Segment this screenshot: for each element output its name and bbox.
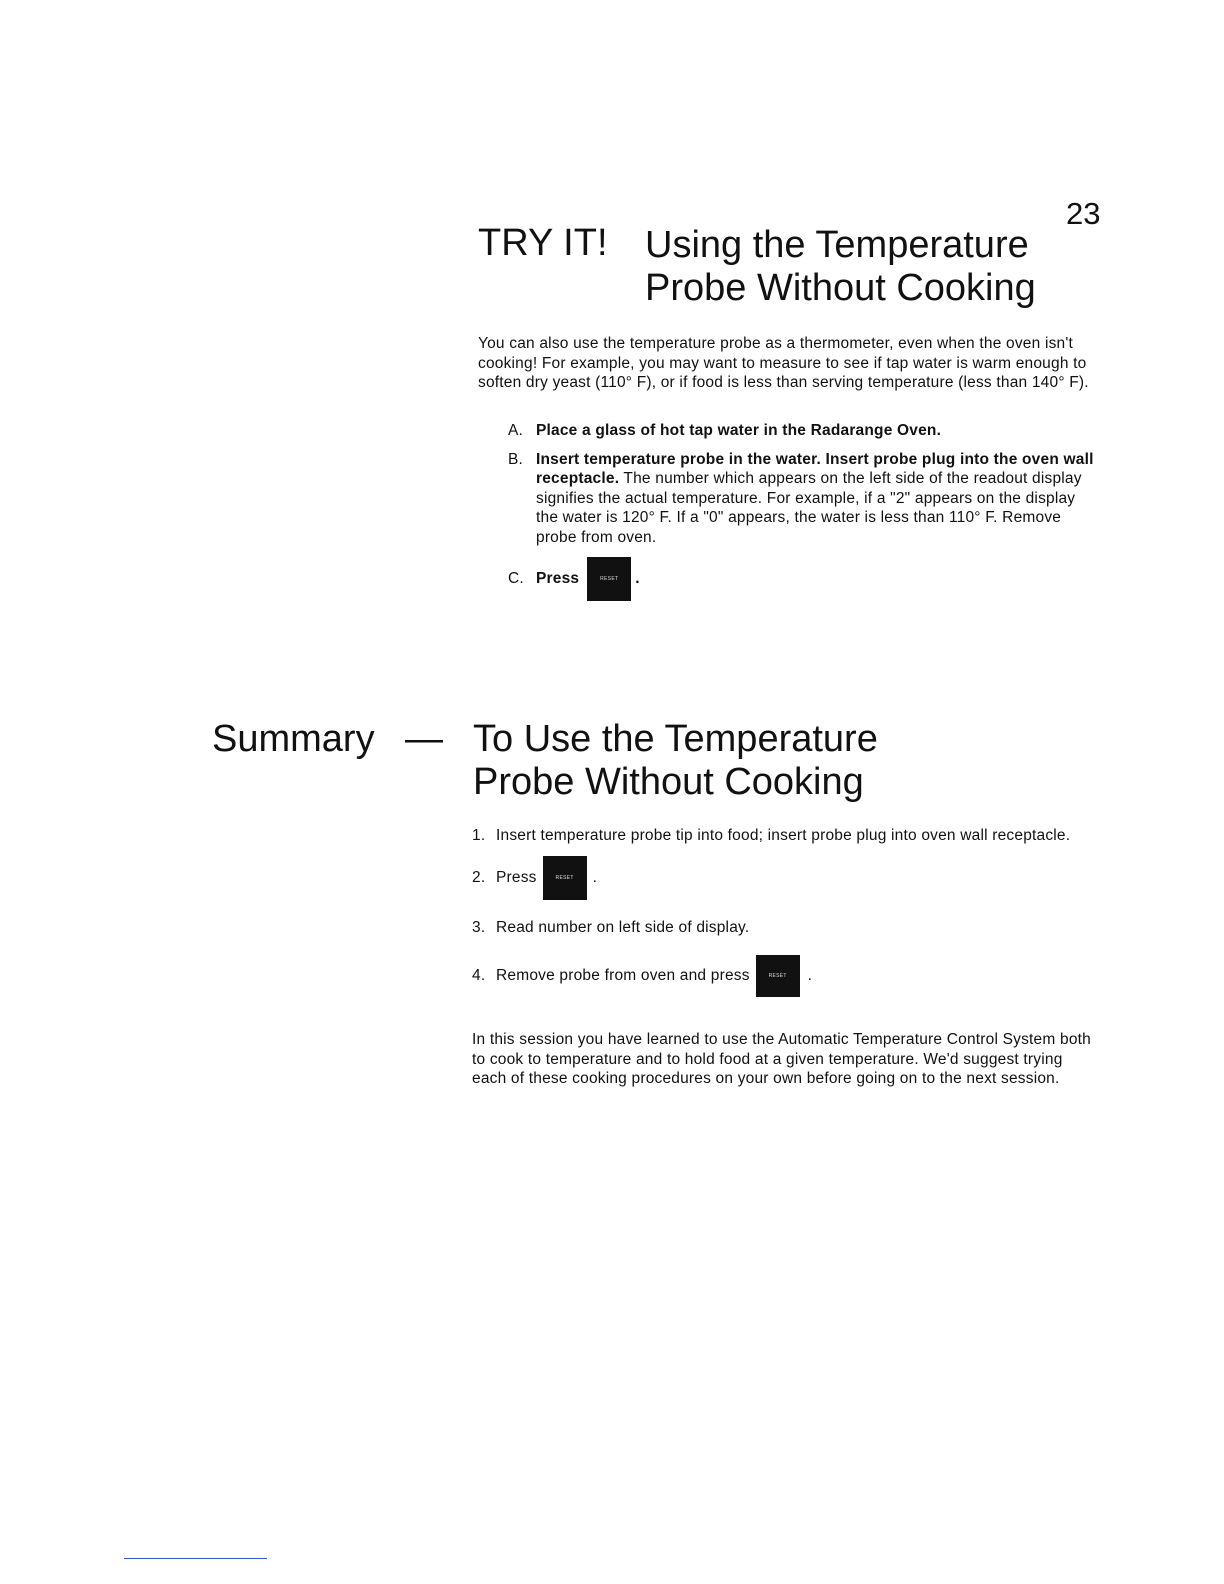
step-text: The number which appears on the left side of the readout display signifies the actual temperature. For example, if a "2" appears on the display the water is 120° F. If a "0" appears, the water is less than 110° F. Remove probe from oven. <box>536 470 1082 546</box>
step-text: Press <box>496 868 537 886</box>
step-text: Remove probe from oven and press <box>496 967 750 985</box>
step-letter: A. <box>508 422 524 439</box>
page-number: 23 <box>1066 196 1101 231</box>
section-title-probe-without-cooking <box>645 224 1036 310</box>
intro-paragraph: You can also use the temperature probe as a thermometer, even when the oven isn't cooking! For example, you may want to measure to see if tap water is warm enough to soften dry yeast (110° F), or if food is less than serving temperature (less than 140° F). <box>478 335 1089 391</box>
step-letter: B. <box>508 450 524 468</box>
reset-key-icon: RESET <box>756 955 800 997</box>
step-text: Read number on left side of display. <box>496 918 750 936</box>
summary-step-4 <box>472 955 1102 997</box>
step-number: 3. <box>472 918 486 936</box>
section-title-summary <box>473 718 878 804</box>
title-line-1: To Use the Temperature <box>473 718 878 760</box>
reset-key-icon: RESET <box>587 557 631 601</box>
step-b <box>508 450 1100 548</box>
summary-steps <box>472 826 1102 997</box>
summary-label: Summary <box>212 718 375 760</box>
summary-step-3 <box>472 918 1102 938</box>
title-line-2: Probe Without Cooking <box>645 267 1036 309</box>
step-suffix: . <box>592 868 598 886</box>
reset-key-icon: RESET <box>543 856 587 900</box>
summary-step-1 <box>472 826 1102 846</box>
step-number: 1. <box>472 827 486 844</box>
step-number: 2. <box>472 868 486 886</box>
try-it-steps <box>508 421 1100 610</box>
title-line-2: Probe Without Cooking <box>473 761 864 803</box>
step-suffix: . <box>807 967 813 985</box>
step-letter: C. <box>508 570 524 588</box>
step-bold-text: Place a glass of hot tap water in the Radarange Oven. <box>536 422 942 439</box>
try-it-label: TRY IT! <box>478 222 608 264</box>
step-text: Insert temperature probe tip into food; insert probe plug into oven wall receptacle. <box>496 827 1071 844</box>
step-c <box>508 557 1100 601</box>
closing-paragraph: In this session you have learned to use the Automatic Temperature Control System both to cook to temperature and to hold food at a given temperature. We'd suggest trying each of these cooking procedures on your own before going on to the next session. <box>472 1031 1091 1087</box>
footer-rule <box>124 1558 267 1559</box>
step-bold-text: Press <box>536 570 580 588</box>
step-a <box>508 421 1100 441</box>
title-line-1: Using the Temperature <box>645 224 1029 266</box>
summary-step-2 <box>472 856 1102 900</box>
step-bold-text: Insert temperature probe in the water. Insert probe plug into the oven wall receptacle. <box>536 450 1094 487</box>
step-suffix: . <box>635 570 640 588</box>
summary-dash: — <box>405 718 443 760</box>
step-number: 4. <box>472 967 486 985</box>
